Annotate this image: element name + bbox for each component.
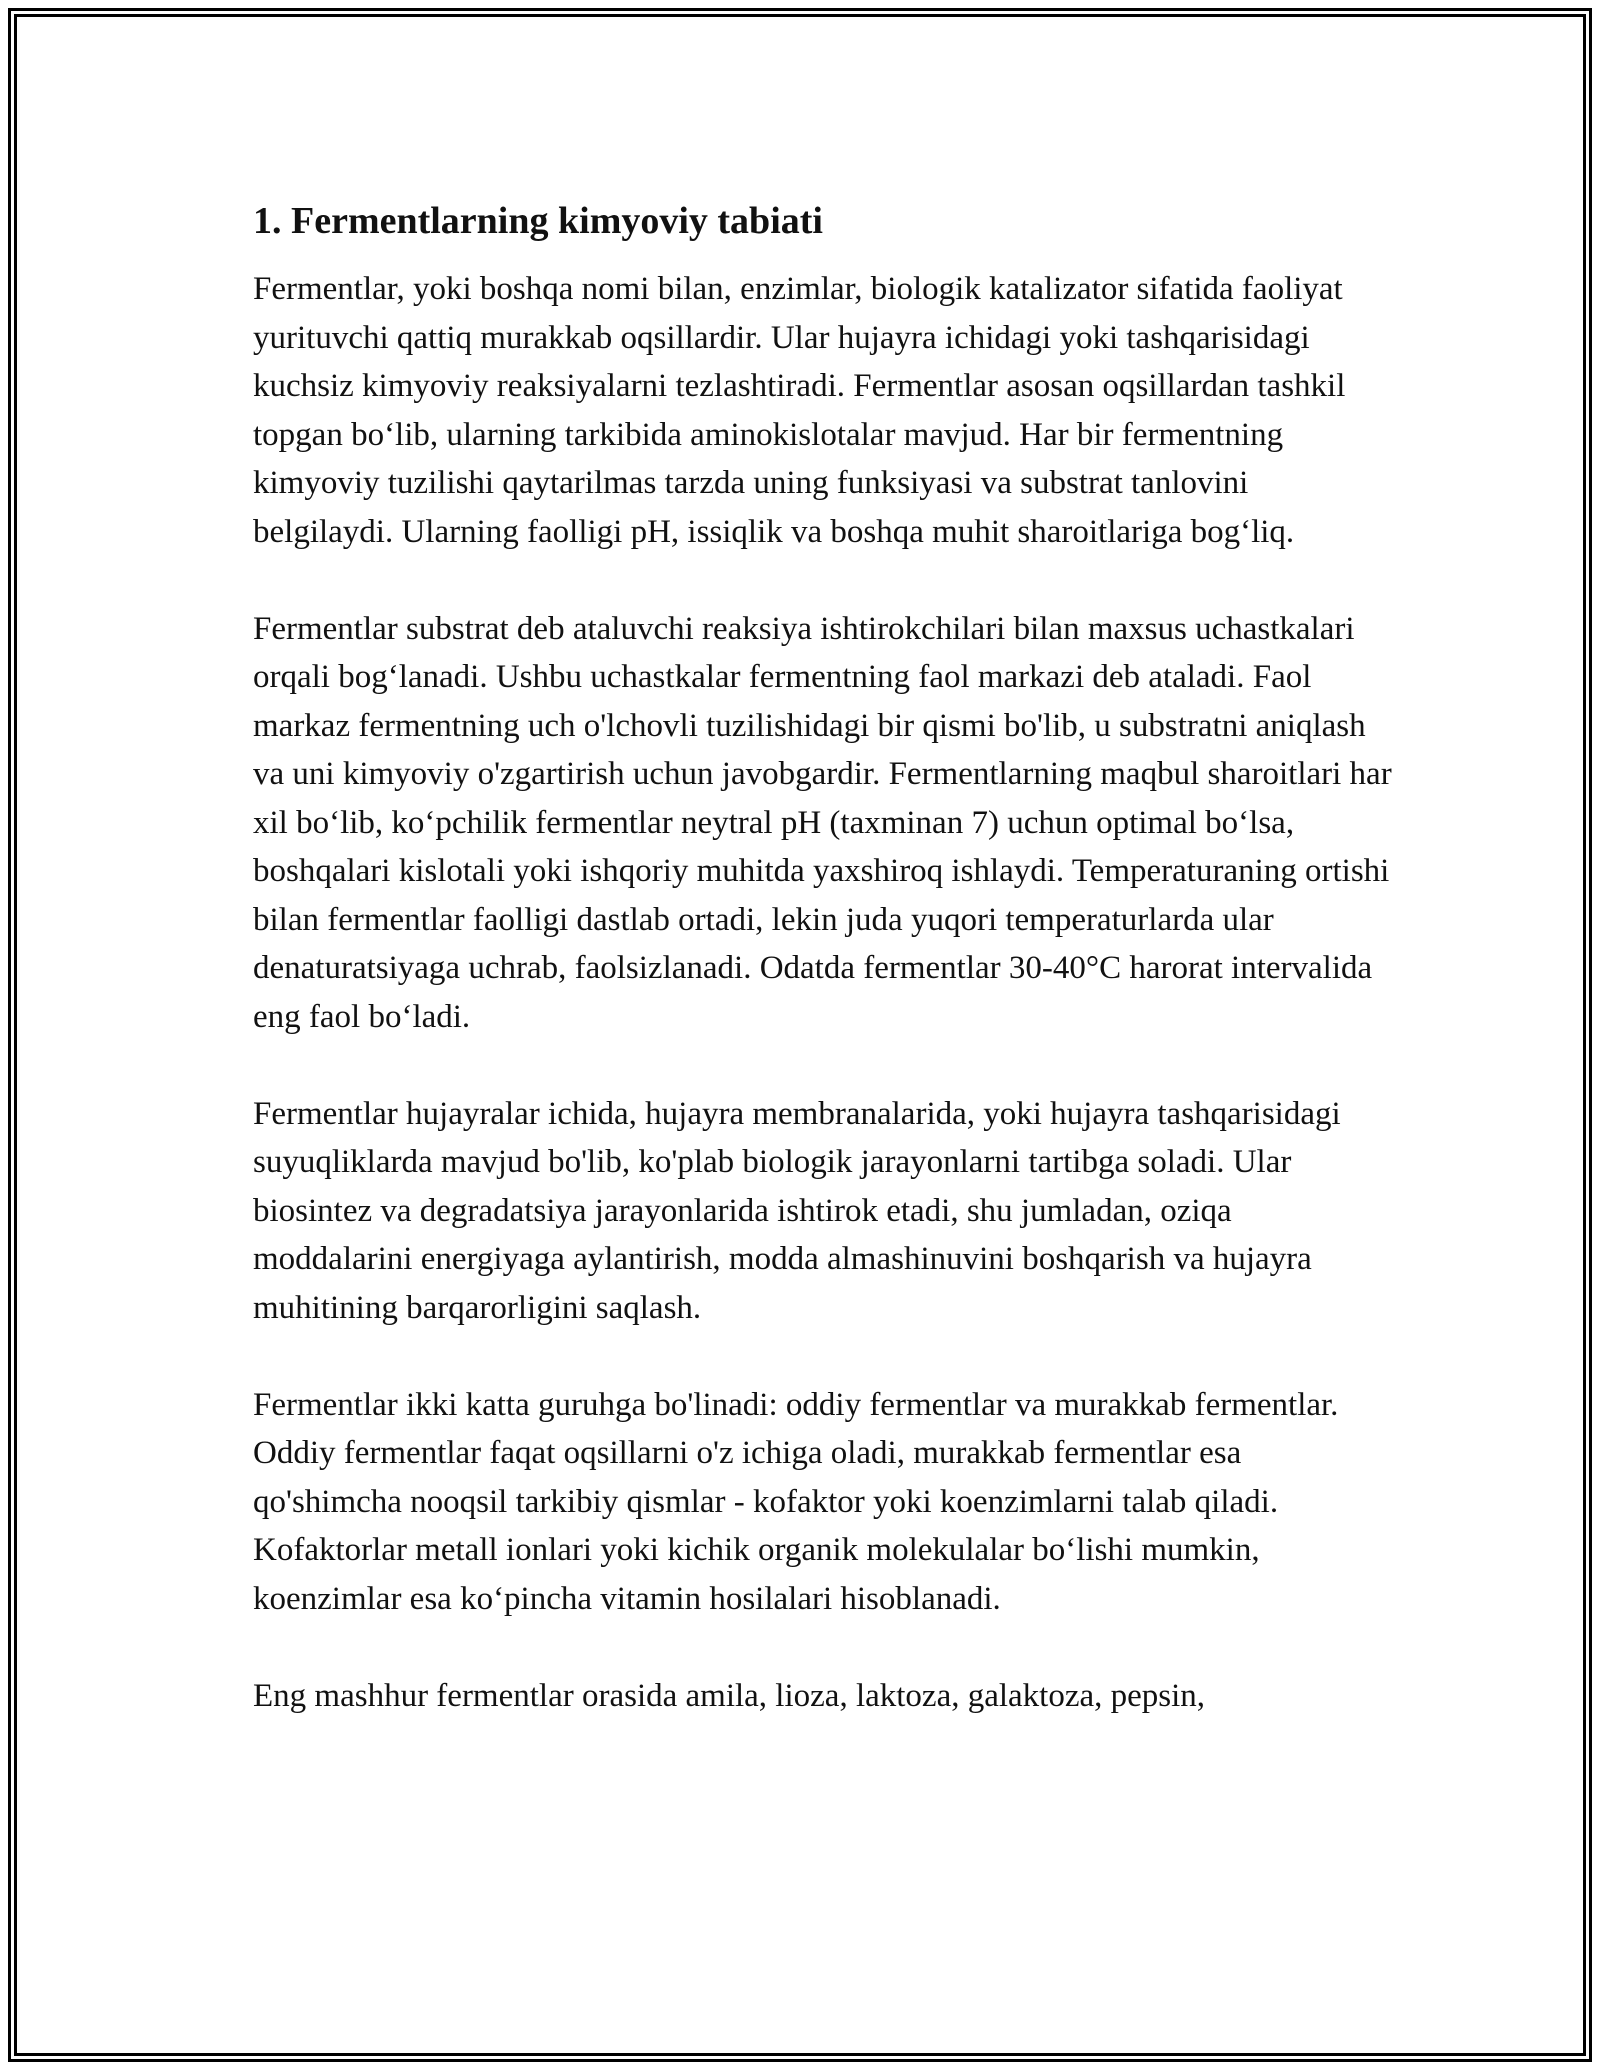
page-frame: [8, 8, 1592, 2062]
section-heading: 1. Fermentlarning kimyoviy tabiati: [253, 200, 823, 242]
paragraph-3: Fermentlar hujayralar ichida, hujayra membranalarida, yoki hujayra tashqarisidagi suyuqliklarda mavjud bo'lib, ko'plab biologik jarayonlarni tartibga soladi. Ular biosintez va degradatsiya jarayonlarida ishtirok etadi, shu jumladan, oziqa moddalarini energiyaga aylantirish, modda almashinuvini boshqarish va hujayra muhitining barqarorligini saqlash.: [253, 1095, 1341, 1326]
document-body: [253, 197, 1393, 1720]
paragraph-5: Eng mashhur fermentlar orasida amila, lioza, laktoza, galaktoza, pepsin,: [253, 1677, 1206, 1714]
paragraph-2: Fermentlar substrat deb ataluvchi reaksiya ishtirokchilari bilan maxsus uchastkalari orqali bog‘lanadi. Ushbu uchastkalar fermentning faol markazi deb ataladi. Faol markaz fermentning uch o'lchovli tuzilishidagi bir qismi bo'lib, u substratni aniqlash va uni kimyoviy o'zgartirish uchun javobgardir. Fermentlarning maqbul sharoitlari har xil bo‘lib, ko‘pchilik fermentlar neytral pH (taxminan 7) uchun optimal bo‘lsa, boshqalari kislotali yoki ishqoriy muhitda yaxshiroq ishlaydi. Temperaturaning ortishi bilan fermentlar faolligi dastlab ortadi, lekin juda yuqori temperaturlarda ular denaturatsiyaga uchrab, faolsizlanadi. Odatda fermentlar 30-40°C harorat intervalida eng faol bo‘ladi.: [253, 610, 1392, 1035]
paragraph-1: Fermentlar, yoki boshqa nomi bilan, enzimlar, biologik katalizator sifatida faoliyat yurituvchi qattiq murakkab oqsillardir. Ular hujayra ichidagi yoki tashqarisidagi kuchsiz kimyoviy reaksiyalarni tezlashtiradi. Fermentlar asosan oqsillardan tashkil topgan bo‘lib, ularning tarkibida aminokislotalar mavjud. Har bir fermentning kimyoviy tuzilishi qaytarilmas tarzda uning funksiyasi va substrat tanlovini belgilaydi. Ularning faolligi pH, issiqlik va boshqa muhit sharoitlariga bog‘liq.: [253, 271, 1346, 550]
paragraph-4: Fermentlar ikki katta guruhga bo'linadi: oddiy fermentlar va murakkab fermentlar. Oddiy fermentlar faqat oqsillarni o'z ichiga oladi, murakkab fermentlar esa qo'shimcha nooqsil tarkibiy qismlar - kofaktor yoki koenzimlarni talab qiladi. Kofaktorlar metall ionlari yoki kichik organik molekulalar bo‘lishi mumkin, koenzimlar esa ko‘pincha vitamin hosilalari hisoblanadi.: [253, 1386, 1339, 1617]
